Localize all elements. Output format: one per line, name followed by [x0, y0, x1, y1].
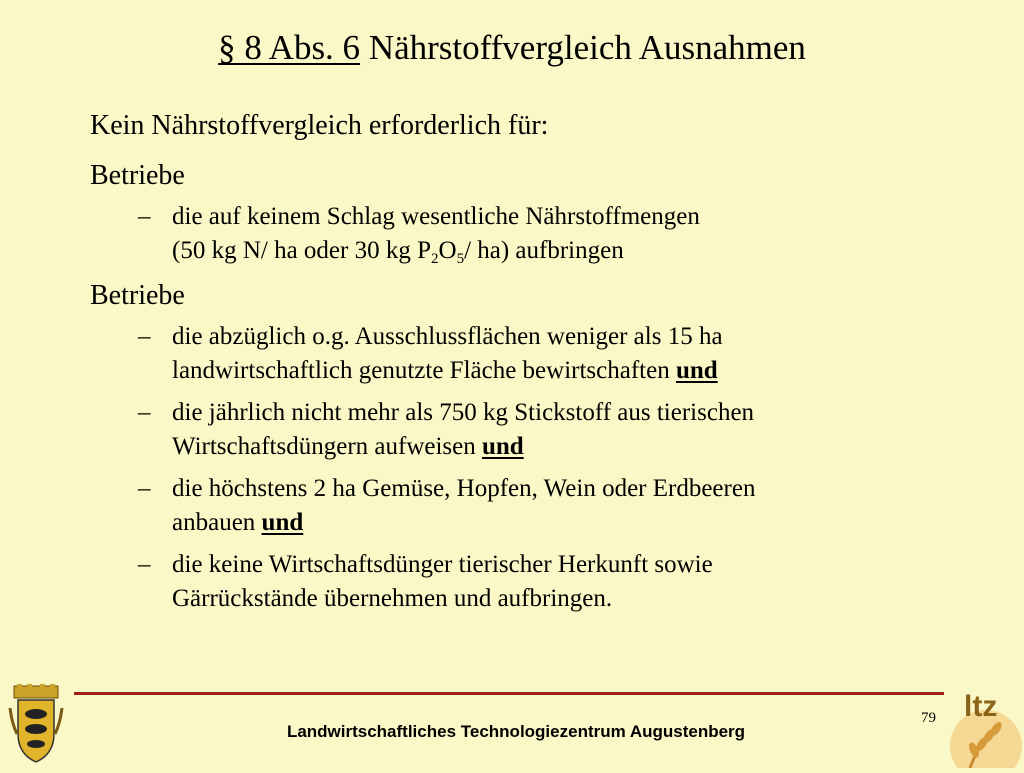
item-line: die höchstens 2 ha Gemüse, Hopfen, Wein oder Erdbeeren [172, 475, 756, 502]
footer-rule [74, 692, 944, 695]
dash-bullet: – [138, 475, 151, 502]
item-text: / ha) aufbringen [464, 237, 624, 264]
list-item [90, 472, 990, 540]
item-line [172, 354, 990, 388]
title-text: Nährstoffvergleich Ausnahmen [360, 28, 806, 67]
list-item [90, 548, 990, 616]
title-section: § 8 Abs. 6 [218, 28, 361, 67]
item-text: anbauen [172, 509, 262, 536]
institution-name: Landwirtschaftliches Technologiezentrum Augustenberg [286, 722, 746, 741]
ltz-logo-icon [944, 684, 1024, 768]
item-text: O [438, 237, 457, 264]
intro-text: Kein Nährstoffvergleich erforderlich für: [90, 110, 549, 141]
dash-bullet: – [138, 323, 151, 350]
dash-bullet: – [138, 399, 151, 426]
slide-title [0, 26, 1024, 70]
group1-heading: Betriebe [90, 160, 185, 191]
conjunction-und: und [482, 433, 524, 460]
item-line: die jährlich nicht mehr als 750 kg Stickstoff aus tierischen [172, 399, 755, 426]
item-line: die auf keinem Schlag wesentliche Nährstoffmengen [172, 203, 700, 230]
list-item [90, 200, 990, 268]
group2-heading: Betriebe [90, 280, 185, 311]
item-line: Gärrückstände übernehmen und aufbringen. [172, 585, 613, 612]
list-item [90, 320, 990, 388]
item-line [172, 234, 990, 268]
item-text: landwirtschaftlich genutzte Fläche bewirtschaften [172, 357, 676, 384]
item-line [172, 430, 990, 464]
subscript: 2 [431, 251, 439, 267]
slide-content [90, 108, 990, 624]
subscript: 5 [456, 251, 465, 267]
conjunction-und: und [261, 509, 304, 536]
ltz-logo-text: ltz [964, 690, 998, 723]
item-line: die keine Wirtschaftsdünger tierischer Herkunft sowie [172, 551, 713, 578]
conjunction-und: und [675, 357, 718, 384]
item-line [172, 506, 990, 540]
coat-of-arms-icon [8, 684, 64, 764]
item-line: die abzüglich o.g. Ausschlussflächen weniger als 15 ha [172, 323, 723, 350]
dash-bullet: – [138, 551, 151, 578]
page-number: 79 [921, 710, 936, 726]
dash-bullet: – [138, 203, 151, 230]
list-item [90, 396, 990, 464]
item-text: Wirtschaftsdüngern aufweisen [172, 433, 482, 460]
item-text: (50 kg N/ ha oder 30 kg P [172, 237, 431, 264]
